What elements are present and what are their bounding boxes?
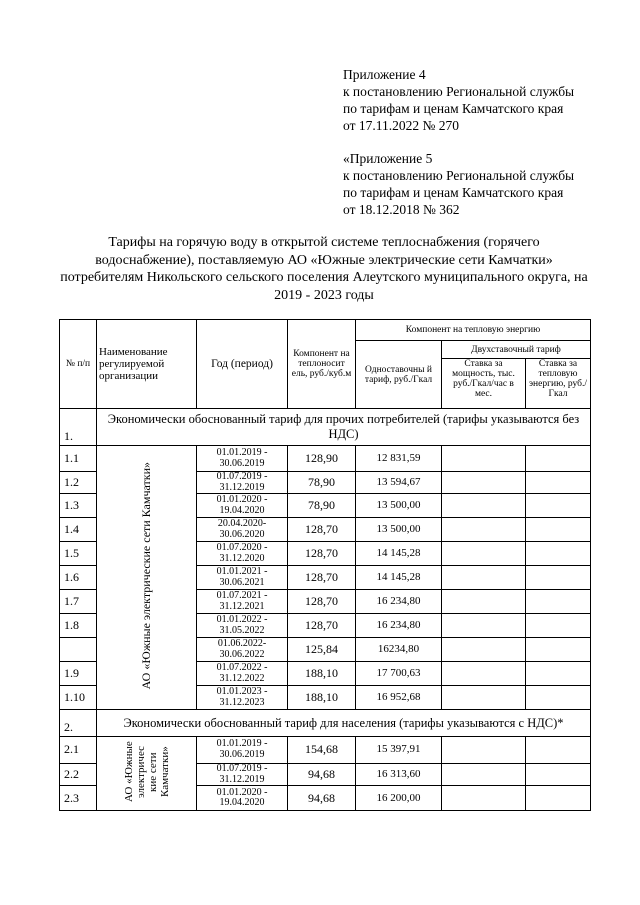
row-capacity-rate — [442, 737, 526, 764]
header-heat-component: Компонент на тепловую энергию — [356, 320, 591, 341]
row-energy-rate — [526, 494, 591, 518]
row-period: 01.01.2020 - 19.04.2020 — [197, 786, 288, 811]
section1-header-row — [60, 409, 591, 446]
header-num: № п/п — [60, 320, 97, 409]
row-period: 20.04.2020- 30.06.2020 — [197, 518, 288, 542]
row-num: 1.9 — [60, 662, 97, 686]
row-carrier: 128,70 — [288, 542, 356, 566]
row-tariff: 16 234,80 — [356, 614, 442, 638]
row-carrier: 125,84 — [288, 638, 356, 662]
row-period: 01.01.2020 - 19.04.2020 — [197, 494, 288, 518]
header-org: Наименование регулируемой организации — [97, 320, 197, 409]
row-num: 1.10 — [60, 686, 97, 710]
appendix-4-line4: от 17.11.2022 № 270 — [343, 118, 459, 133]
row-period: 01.07.2021 - 31.12.2021 — [197, 590, 288, 614]
row-period: 01.07.2022 - 31.12.2022 — [197, 662, 288, 686]
section2-org-name: АО «Южные электричес кие сети Камчатки» — [122, 741, 171, 803]
header-two-part: Двухставочный тариф — [442, 341, 591, 359]
table-row — [60, 737, 591, 764]
appendix-5-line3: по тарифам и ценам Камчатского края — [343, 185, 564, 200]
row-tariff: 16 952,68 — [356, 686, 442, 710]
row-energy-rate — [526, 566, 591, 590]
table-row — [60, 446, 591, 472]
row-tariff: 13 594,67 — [356, 472, 442, 494]
row-tariff: 16 234,80 — [356, 590, 442, 614]
section2-num: 2. — [60, 710, 97, 737]
appendix-4-line2: к постановлению Региональной службы — [343, 84, 575, 99]
row-period: 01.01.2021 - 30.06.2021 — [197, 566, 288, 590]
row-tariff: 16 313,60 — [356, 763, 442, 786]
row-carrier: 94,68 — [288, 786, 356, 811]
row-capacity-rate — [442, 590, 526, 614]
row-carrier: 154,68 — [288, 737, 356, 764]
row-tariff: 16234,80 — [356, 638, 442, 662]
row-energy-rate — [526, 542, 591, 566]
row-num: 1.6 — [60, 566, 97, 590]
row-carrier: 94,68 — [288, 763, 356, 786]
row-tariff: 17 700,63 — [356, 662, 442, 686]
row-capacity-rate — [442, 446, 526, 472]
row-num: 1.4 — [60, 518, 97, 542]
row-num: 1.2 — [60, 472, 97, 494]
row-carrier: 128,90 — [288, 446, 356, 472]
row-carrier: 128,70 — [288, 518, 356, 542]
row-energy-rate — [526, 446, 591, 472]
header-period: Год (период) — [197, 320, 288, 409]
row-num — [60, 638, 97, 662]
row-energy-rate — [526, 472, 591, 494]
row-carrier: 188,10 — [288, 662, 356, 686]
row-period: 01.07.2019 - 31.12.2019 — [197, 472, 288, 494]
row-energy-rate — [526, 786, 591, 811]
row-capacity-rate — [442, 763, 526, 786]
appendix-5-line4: от 18.12.2018 № 362 — [343, 202, 460, 217]
appendix-5-line1: «Приложение 5 — [343, 151, 433, 166]
row-tariff: 16 200,00 — [356, 786, 442, 811]
row-num: 1.1 — [60, 446, 97, 472]
row-tariff: 15 397,91 — [356, 737, 442, 764]
section1-org-cell — [97, 446, 197, 710]
appendix-4-line3: по тарифам и ценам Камчатского края — [343, 101, 564, 116]
section1-num: 1. — [60, 409, 97, 446]
row-num: 1.8 — [60, 614, 97, 638]
row-carrier: 188,10 — [288, 686, 356, 710]
row-carrier: 128,70 — [288, 590, 356, 614]
row-capacity-rate — [442, 662, 526, 686]
row-energy-rate — [526, 638, 591, 662]
row-carrier: 78,90 — [288, 494, 356, 518]
header-one-part: Одноставочны й тариф, руб./Гкал — [356, 341, 442, 409]
row-capacity-rate — [442, 638, 526, 662]
row-capacity-rate — [442, 686, 526, 710]
section2-header-row — [60, 710, 591, 737]
row-capacity-rate — [442, 472, 526, 494]
appendix-5-line2: к постановлению Региональной службы — [343, 168, 575, 183]
row-energy-rate — [526, 662, 591, 686]
row-num: 1.3 — [60, 494, 97, 518]
row-num: 1.7 — [60, 590, 97, 614]
row-period: 01.01.2019 - 30.06.2019 — [197, 737, 288, 764]
row-period: 01.06.2022- 30.06.2022 — [197, 638, 288, 662]
row-capacity-rate — [442, 614, 526, 638]
section2-title: Экономически обоснованный тариф для населения (тарифы указываются с НДС)* — [97, 710, 591, 737]
row-carrier: 78,90 — [288, 472, 356, 494]
row-num: 2.3 — [60, 786, 97, 811]
row-energy-rate — [526, 614, 591, 638]
document-title: Тарифы на горячую воду в открытой системе теплоснабжения (горячего водоснабжение), поставляемую АО «Южные электрические сети Камчатки» потребителям Никольского сельского поселения Алеутского муниципального округа, на 2019 - 2023 годы — [60, 235, 588, 303]
section1-org-name: АО «Южные электрические сети Камчатки» — [139, 462, 153, 690]
section1-title: Экономически обоснованный тариф для прочих потребителей (тарифы указываются без НДС) — [97, 409, 591, 446]
row-carrier: 128,70 — [288, 566, 356, 590]
row-capacity-rate — [442, 786, 526, 811]
row-capacity-rate — [442, 494, 526, 518]
row-tariff: 13 500,00 — [356, 494, 442, 518]
row-capacity-rate — [442, 542, 526, 566]
tariff-table — [59, 319, 591, 811]
header-carrier: Компонент на теплоносит ель, руб./куб.м — [288, 320, 356, 409]
row-carrier: 128,70 — [288, 614, 356, 638]
appendix-4-header — [343, 66, 574, 134]
header-capacity-rate: Ставка за мощность, тыс. руб./Гкал/час в мес. — [442, 359, 526, 409]
row-tariff: 13 500,00 — [356, 518, 442, 542]
row-tariff: 14 145,28 — [356, 542, 442, 566]
row-num: 1.5 — [60, 542, 97, 566]
row-capacity-rate — [442, 518, 526, 542]
appendix-4-line1: Приложение 4 — [343, 67, 426, 82]
row-period: 01.07.2020 - 31.12.2020 — [197, 542, 288, 566]
row-period: 01.01.2019 - 30.06.2019 — [197, 446, 288, 472]
header-energy-rate: Ставка за тепловую энергию, руб./Гкал — [526, 359, 591, 409]
row-period: 01.01.2022 - 31.05.2022 — [197, 614, 288, 638]
row-period: 01.07.2019 - 31.12.2019 — [197, 763, 288, 786]
row-energy-rate — [526, 686, 591, 710]
row-period: 01.01.2023 - 31.12.2023 — [197, 686, 288, 710]
section2-org-cell — [97, 737, 197, 811]
row-energy-rate — [526, 518, 591, 542]
row-energy-rate — [526, 763, 591, 786]
row-tariff: 14 145,28 — [356, 566, 442, 590]
appendix-5-header — [343, 150, 574, 218]
row-tariff: 12 831,59 — [356, 446, 442, 472]
row-energy-rate — [526, 737, 591, 764]
row-num: 2.1 — [60, 737, 97, 764]
row-capacity-rate — [442, 566, 526, 590]
row-energy-rate — [526, 590, 591, 614]
row-num: 2.2 — [60, 763, 97, 786]
